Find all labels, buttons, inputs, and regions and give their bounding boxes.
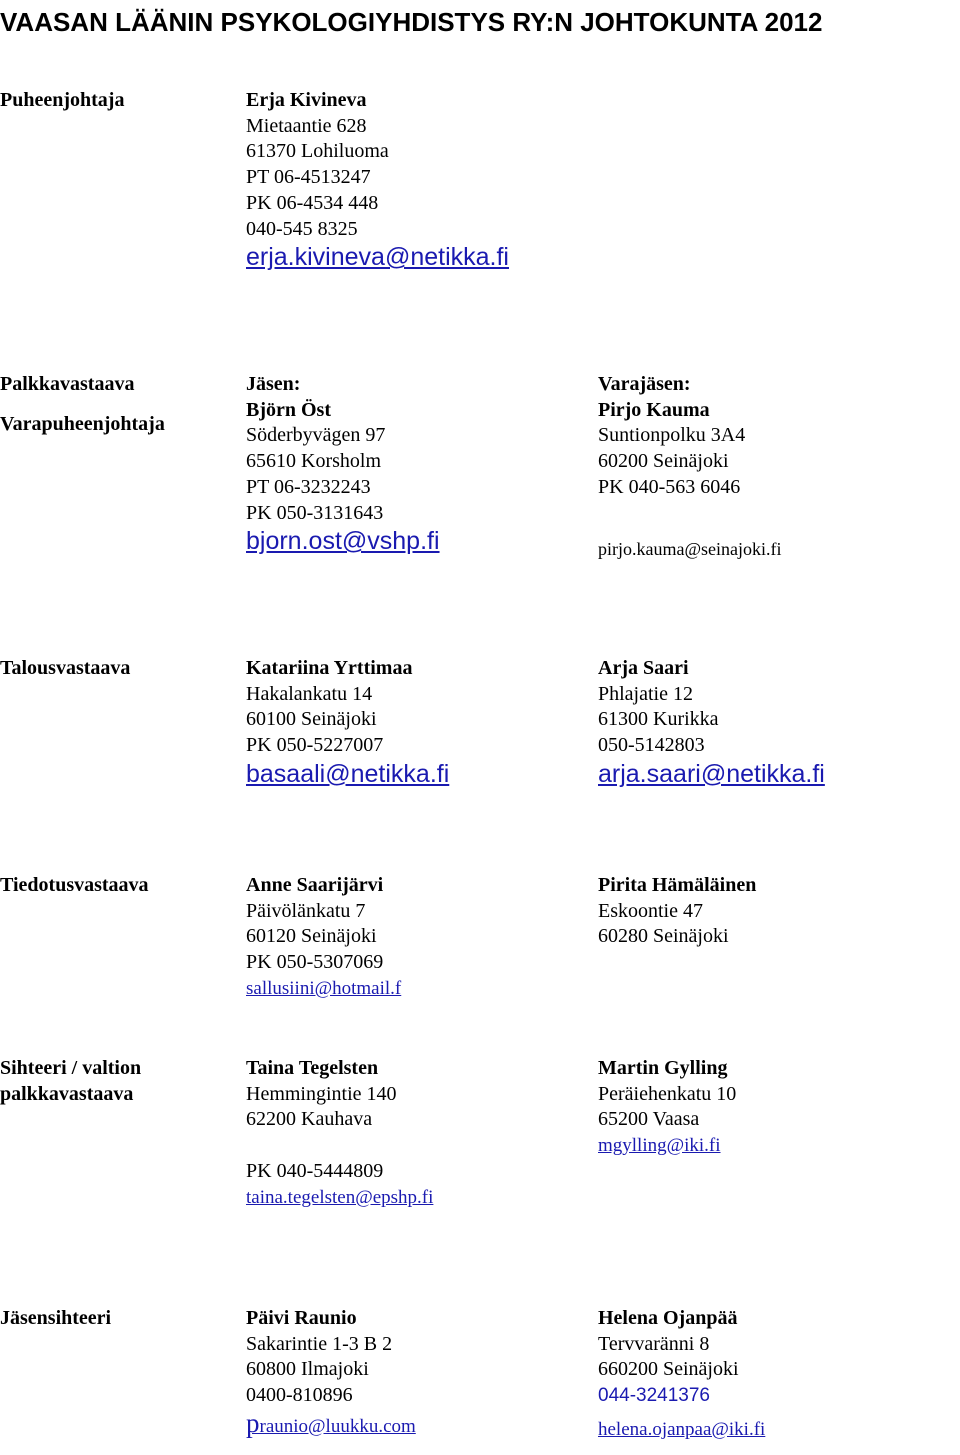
deputy-header: Varajäsen: (598, 373, 691, 395)
role-talousvastaava: Talousvastaava (0, 657, 131, 679)
email-first-letter: p (246, 1407, 260, 1438)
phone-line: PK 050-5307069 (246, 951, 384, 974)
role-sihteeri: Sihteeri / valtion (0, 1057, 142, 1079)
email-link[interactable] (246, 1407, 416, 1440)
postal-line: 60100 Seinäjoki (246, 708, 377, 731)
email-plain-block (598, 537, 782, 563)
address-line: Suntionpolku 3A4 (598, 424, 746, 447)
role-varapuheenjohtaja: Varapuheenjohtaja (0, 413, 165, 435)
phone-line: 0400-810896 (246, 1384, 353, 1407)
contact-name: Anne Saarijärvi (246, 874, 384, 896)
postal-line: 660200 Seinäjoki (598, 1358, 739, 1381)
postal-line: 60200 Seinäjoki (598, 450, 729, 473)
address-line: Söderbyvägen 97 (246, 424, 386, 447)
email-rest: raunio@luukku.com (259, 1415, 416, 1437)
phone-line: PT 06-4513247 (246, 166, 371, 189)
contact-name: Taina Tegelsten (246, 1057, 379, 1079)
contact-name: Martin Gylling (598, 1057, 728, 1079)
role-tiedotusvastaava: Tiedotusvastaava (0, 874, 149, 896)
contact-deputy (598, 656, 825, 789)
contact-name: Päivi Raunio (246, 1307, 357, 1329)
address-line: Mietaantie 628 (246, 114, 367, 137)
postal-line: 60120 Seinäjoki (246, 925, 377, 948)
contact-member (246, 1056, 397, 1133)
role-puheenjohtaja: Puheenjohtaja (0, 89, 125, 111)
contact-name: Katariina Yrttimaa (246, 657, 413, 679)
contact-name: Pirita Hämäläinen (598, 874, 757, 896)
email-link[interactable]: mgylling@iki.fi (598, 1135, 721, 1157)
contact-deputy (598, 372, 745, 501)
contact-chair (246, 88, 509, 272)
phone-line: PK 050-5227007 (246, 734, 384, 757)
postal-line: 62200 Kauhava (246, 1108, 373, 1131)
phone-link[interactable]: 044-3241376 (598, 1385, 710, 1407)
email-link[interactable]: helena.ojanpaa@iki.fi (598, 1418, 766, 1440)
address-line: Eskoontie 47 (598, 899, 703, 922)
email-link[interactable]: arja.saari@netikka.fi (598, 759, 825, 788)
contact-name: Pirjo Kauma (598, 398, 710, 421)
address-line: Hakalankatu 14 (246, 682, 373, 705)
address-line: Hemmingintie 140 (246, 1082, 397, 1105)
email-link[interactable]: erja.kivineva@netikka.fi (246, 243, 509, 272)
contact-deputy (598, 873, 756, 950)
contact-member (246, 372, 440, 556)
address-line: Sakarintie 1-3 B 2 (246, 1332, 393, 1355)
contact-name: Björn Öst (246, 398, 331, 421)
email-link[interactable]: bjorn.ost@vshp.fi (246, 527, 440, 556)
phone-line: PK 040-5444809 (246, 1160, 384, 1182)
email-link[interactable]: sallusiini@hotmail.f (246, 977, 402, 999)
contact-deputy (598, 1306, 765, 1443)
postal-line: 60800 Ilmajoki (246, 1358, 369, 1381)
phone-line: PT 06-3232243 (246, 475, 371, 498)
address-line: Tervvaränni 8 (598, 1332, 710, 1355)
contact-name: Erja Kivineva (246, 89, 367, 111)
postal-line: 65610 Korsholm (246, 450, 381, 473)
document-title: VAASAN LÄÄNIN PSYKOLOGIYHDISTYS RY:N JOHTOKUNTA 2012 (0, 7, 823, 37)
phone-line: 040-545 8325 (246, 217, 358, 240)
member-header: Jäsen: (246, 373, 301, 395)
contact-name: Helena Ojanpää (598, 1307, 738, 1329)
role-jasensihteeri: Jäsensihteeri (0, 1307, 112, 1329)
email-text[interactable]: pirjo.kauma@seinajoki.fi (598, 539, 782, 559)
contact-deputy (598, 1056, 736, 1159)
contact-member-phone (246, 1159, 433, 1210)
phone-line: 050-5142803 (598, 734, 705, 757)
email-link[interactable]: basaali@netikka.fi (246, 759, 450, 788)
postal-line: 61300 Kurikka (598, 708, 719, 731)
postal-line: 65200 Vaasa (598, 1108, 700, 1131)
contact-member (246, 1306, 416, 1440)
email-link[interactable]: taina.tegelsten@epshp.fi (246, 1186, 434, 1208)
address-line: Peräiehenkatu 10 (598, 1082, 737, 1105)
address-line: Päivölänkatu 7 (246, 899, 366, 922)
role-palkkavastaava: Palkkavastaava (0, 373, 135, 395)
role-palkkavastaava-2: palkkavastaava (0, 1083, 134, 1105)
phone-line: PK 050-3131643 (246, 501, 384, 524)
phone-line: PK 040-563 6046 (598, 475, 741, 498)
contact-name: Arja Saari (598, 657, 689, 679)
phone-line: PK 06-4534 448 (246, 191, 379, 214)
postal-line: 60280 Seinäjoki (598, 925, 729, 948)
contact-member (246, 656, 449, 789)
address-line: Phlajatie 12 (598, 682, 693, 705)
contact-member (246, 873, 401, 1002)
postal-line: 61370 Lohiluoma (246, 140, 389, 163)
